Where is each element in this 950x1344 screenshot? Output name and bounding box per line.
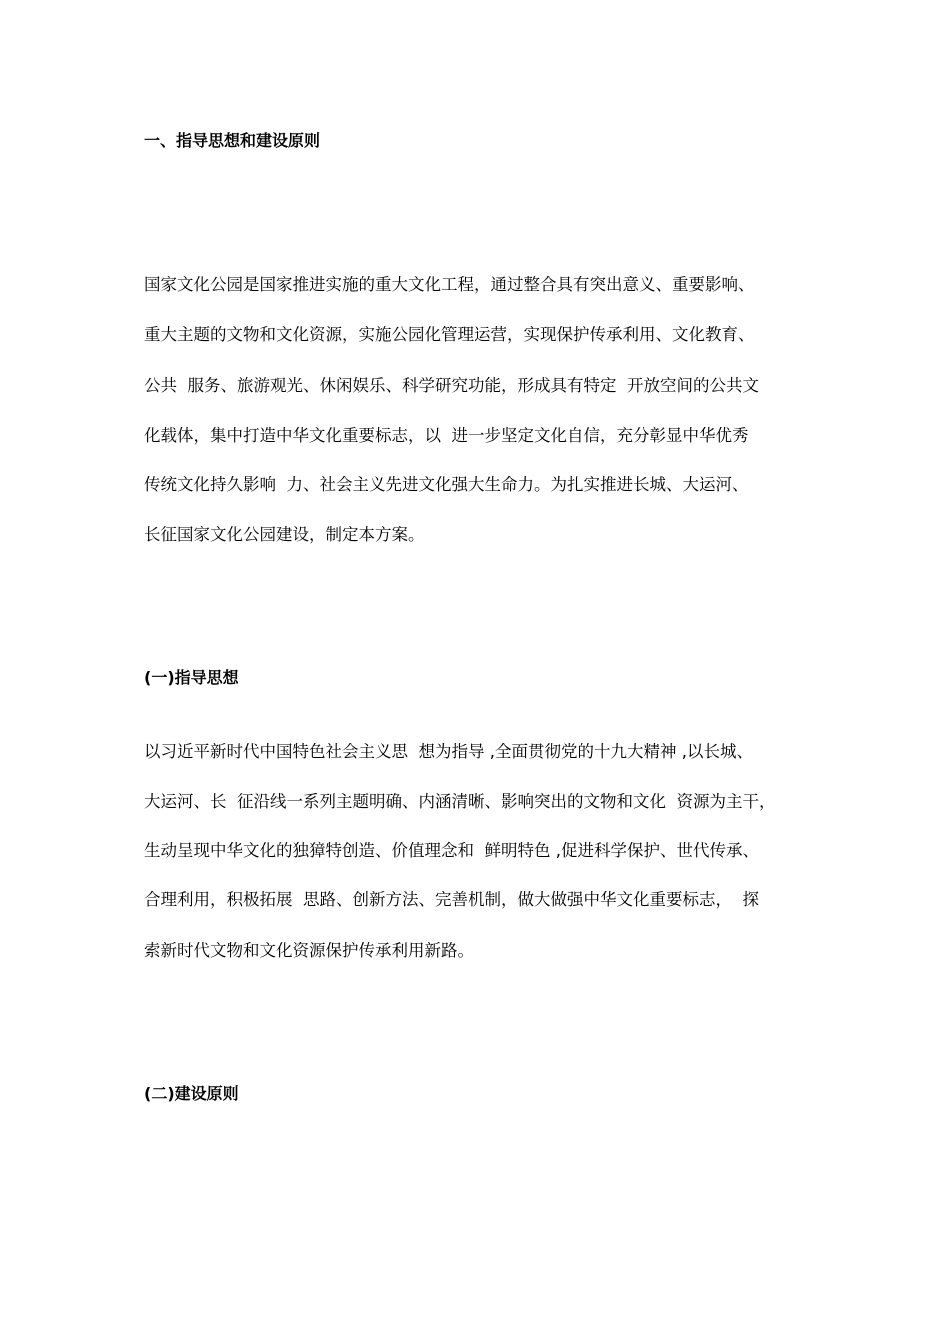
paragraph-line: 合理利用，积极拓展 思路、创新方法、完善机制，做大做强中华文化重要标志， 探: [144, 890, 759, 909]
subsection-heading-construction-principles: (二)建设原则: [144, 1084, 239, 1103]
paragraph-line: 大运河、长 征沿线一系列主题明确、内涵清晰、影响突出的文物和文化 资源为主干，: [144, 792, 776, 811]
paragraph-line: 索新时代文物和文化资源保护传承利用新路。: [144, 941, 474, 960]
section-heading: 一、指导思想和建设原则: [144, 131, 321, 150]
paragraph-line: 重大主题的文物和文化资源，实施公园化管理运营，实现保护传承利用、文化教育、: [144, 325, 755, 344]
subsection-heading-guiding-thought: (一)指导思想: [144, 668, 239, 687]
paragraph-line: 化载体，集中打造中华文化重要标志，以 进一步坚定文化自信，充分彰显中华优秀: [144, 426, 749, 445]
paragraph-line: 公共 服务、旅游观光、休闲娱乐、科学研究功能，形成具有特定 开放空间的公共文: [144, 376, 759, 395]
paragraph-line: 长征国家文化公园建设，制定本方案。: [144, 525, 425, 544]
paragraph-line: 以习近平新时代中国特色社会主义思 想为指导 ,全面贯彻党的十九大精神 ,以长城、: [144, 742, 753, 761]
paragraph-line: 生动呈现中华文化的独獐特创造、价值理念和 鲜明特色 ,促进科学保护、世代传承、: [144, 841, 759, 860]
paragraph-line: 国家文化公园是国家推进实施的重大文化工程，通过整合具有突出意义、重要影响、: [144, 275, 755, 294]
paragraph-line: 传统文化持久影响 力、社会主义先进文化强大生命力。为扎实推进长城、大运河、: [144, 475, 749, 494]
